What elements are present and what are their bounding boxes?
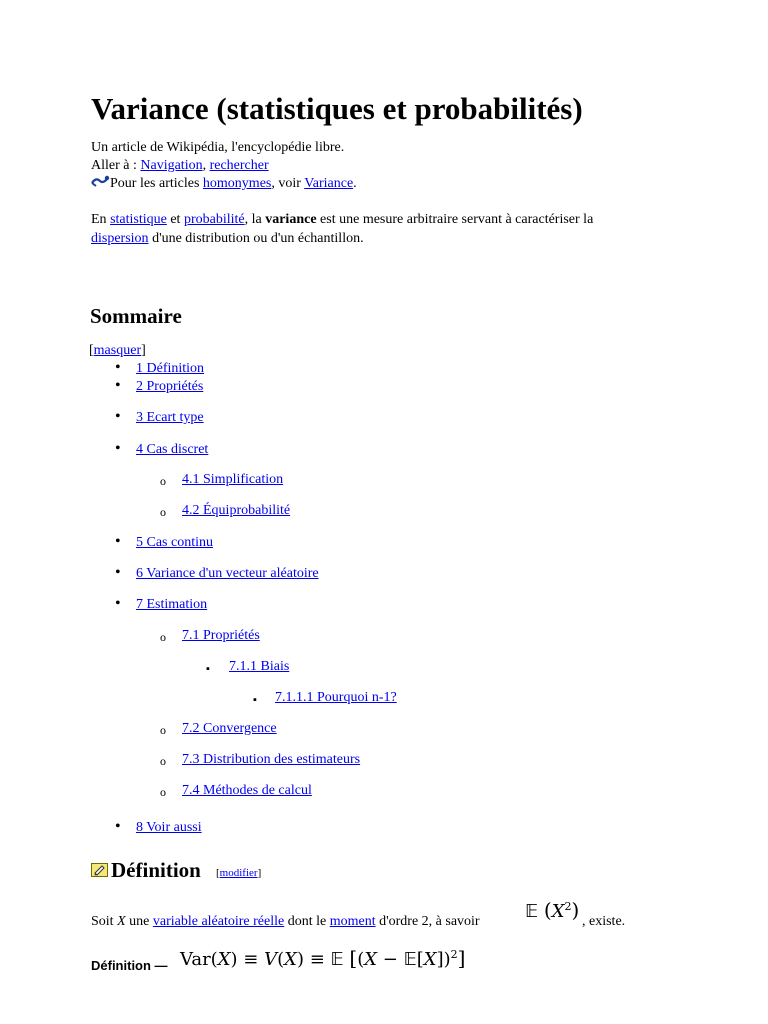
intro-line-2 xyxy=(91,230,364,248)
toc-bullet xyxy=(115,377,121,395)
moment-formula: 𝔼 $(X^2)$ xyxy=(525,898,580,922)
goto-line xyxy=(91,157,269,175)
moment-link[interactable]: moment xyxy=(329,914,376,929)
edit-pencil-icon xyxy=(91,863,108,882)
homonym-mid: , voir xyxy=(271,176,301,192)
toc-bullet xyxy=(160,628,166,646)
toc-bullet xyxy=(160,472,166,490)
toc-bullet xyxy=(115,564,121,582)
random-variable-link[interactable]: variable aléatoire réelle xyxy=(152,914,285,929)
toc-item[interactable]: 4.2 Équiprobabilité xyxy=(182,503,291,518)
toc-hide-link[interactable]: masquer xyxy=(93,343,142,358)
homonym-link[interactable]: homonymes xyxy=(202,176,272,192)
toc-item[interactable]: 5 Cas continu xyxy=(136,535,213,550)
toc-bullet xyxy=(115,595,121,613)
toc-toggle xyxy=(89,342,146,360)
intro-text: d'une distribution ou d'un échantillon. xyxy=(152,231,364,246)
source-line: Un article de Wikipédia, l'encyclopédie libre. xyxy=(91,140,345,155)
toc-bullet xyxy=(160,503,166,521)
toc-item[interactable]: 4.1 Simplification xyxy=(182,472,284,487)
toc-bullet xyxy=(206,659,210,678)
goto-prefix: Aller à : xyxy=(91,158,137,173)
intro-text: En xyxy=(91,212,107,227)
toc-item[interactable]: 7.1 Propriétés xyxy=(182,628,260,643)
toc-item[interactable]: 7.3 Distribution des estimateurs xyxy=(182,752,361,767)
dispersion-link[interactable]: dispersion xyxy=(91,231,149,246)
goto-separator: , xyxy=(202,158,207,173)
edit-bracket: ] xyxy=(257,867,262,879)
navigation-link[interactable]: Navigation xyxy=(140,158,203,173)
def-text: dont le xyxy=(287,914,327,929)
def-variable: X xyxy=(117,914,126,929)
definition-label: Définition — xyxy=(91,958,168,973)
toc-bracket: ] xyxy=(141,343,146,358)
toc-bullet xyxy=(115,408,121,426)
definition-heading: Définition xyxy=(111,858,201,882)
toc-bullet xyxy=(160,752,166,770)
toc-bullet xyxy=(115,359,121,377)
toc-item[interactable]: 2 Propriétés xyxy=(136,379,204,394)
statistique-link[interactable]: statistique xyxy=(110,212,167,227)
def-text: , existe. xyxy=(582,914,626,929)
toc-item[interactable]: 7.2 Convergence xyxy=(182,721,277,736)
toc-item[interactable]: 7 Estimation xyxy=(136,597,208,612)
edit-section xyxy=(216,866,261,880)
toc-item[interactable]: 7.1.1.1 Pourquoi n-1? xyxy=(275,690,397,705)
toc-item[interactable]: 7.4 Méthodes de calcul xyxy=(182,783,312,798)
intro-text: , la xyxy=(244,212,262,227)
def-text: d'ordre 2, à savoir xyxy=(379,914,480,929)
toc-bullet xyxy=(115,440,121,458)
toc-item[interactable]: 1 Définition xyxy=(136,361,205,376)
variance-disambig-link[interactable]: Variance xyxy=(304,176,354,192)
toc-item[interactable]: 6 Variance d'un vecteur aléatoire xyxy=(136,566,319,581)
def-text: une xyxy=(129,914,150,929)
homonym-line xyxy=(91,175,357,193)
variance-term: variance xyxy=(265,212,317,227)
toc-bullet xyxy=(160,783,166,801)
toc-item[interactable]: 3 Ecart type xyxy=(136,410,204,425)
page-title: Variance (statistiques et probabilités) xyxy=(91,91,583,126)
intro-line-1 xyxy=(91,211,593,229)
def-text: Soit xyxy=(91,914,114,929)
edit-bracket: [ xyxy=(216,867,220,879)
edit-section-link[interactable]: modifier xyxy=(219,867,258,879)
definition-sentence xyxy=(91,913,480,931)
toc-bullet xyxy=(253,690,257,709)
intro-text: est une mesure arbitraire servant à caractériser la xyxy=(320,212,594,227)
toc-bullet xyxy=(160,721,166,739)
toc-item[interactable]: 4 Cas discret xyxy=(136,442,209,457)
toc-item[interactable]: 8 Voir aussi xyxy=(136,820,202,835)
search-link[interactable]: rechercher xyxy=(209,158,269,173)
probabilite-link[interactable]: probabilité xyxy=(183,212,245,227)
homonym-prefix: Pour les articles xyxy=(110,176,200,192)
variance-formula: Var(X) ≡ V(X) ≡ 𝔼 [(X − 𝔼[X])$^2$] xyxy=(180,946,466,970)
toc-item[interactable]: 7.1.1 Biais xyxy=(229,659,290,674)
toc-bullet xyxy=(115,818,121,836)
toc-heading: Sommaire xyxy=(90,304,182,328)
toc-bullet xyxy=(115,533,121,551)
homonym-end: . xyxy=(353,176,357,192)
toc-bracket: [ xyxy=(89,343,94,358)
disambiguation-icon xyxy=(91,175,110,193)
intro-text: et xyxy=(170,212,181,227)
